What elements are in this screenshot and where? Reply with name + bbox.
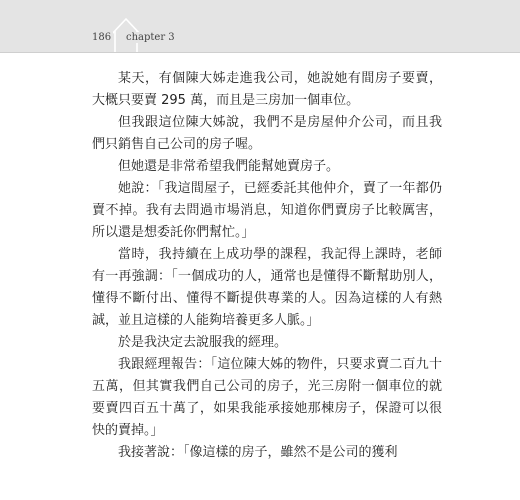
paragraph: 當時，我持續在上成功學的課程，我記得上課時，老師有一再強調：「一個成功的人，通常也是懂得不斷幫助別人，懂得不斷付出、懂得不斷提供專業的人。因為這樣的人有熱誠，並且這樣的人能夠培養更多人脈。」 [92, 247, 442, 328]
running-header [0, 0, 520, 52]
body-text [92, 68, 442, 464]
paragraph: 於是我決定去說服我的經理。 [118, 335, 288, 350]
paragraph: 她說：「我這間屋子，已經委託其他仲介，賣了一年都仍賣不掉。我有去問過市場消息，知道你們賣房子比較厲害，所以還是想委託你們幫忙。」 [92, 181, 442, 240]
paragraph: 我跟經理報告：「這位陳大姊的物件，只要求賣二百九十五萬，但其實我們自己公司的房子，光三房附一個車位的就要賣四百五十萬了，如果我能承接她那棟房子，保證可以很快的賣掉。」 [92, 357, 442, 438]
paragraph: 我接著說：「像這樣的房子，雖然不是公司的獲利 [118, 445, 398, 460]
header-divider [0, 52, 520, 53]
paragraph: 但她還是非常希望我們能幫她賣房子。 [118, 159, 340, 174]
chapter-label: chapter 3 [126, 32, 175, 43]
paragraph: 但我跟這位陳大姊說，我們不是房屋仲介公司，而且我們只銷售自己公司的房子喔。 [92, 115, 442, 152]
paragraph: 某天，有個陳大姊走進我公司，她說她有間房子要賣，大概只要賣 295 萬，而且是三房加一個車位。 [92, 71, 442, 108]
page-number: 186 [92, 32, 112, 43]
